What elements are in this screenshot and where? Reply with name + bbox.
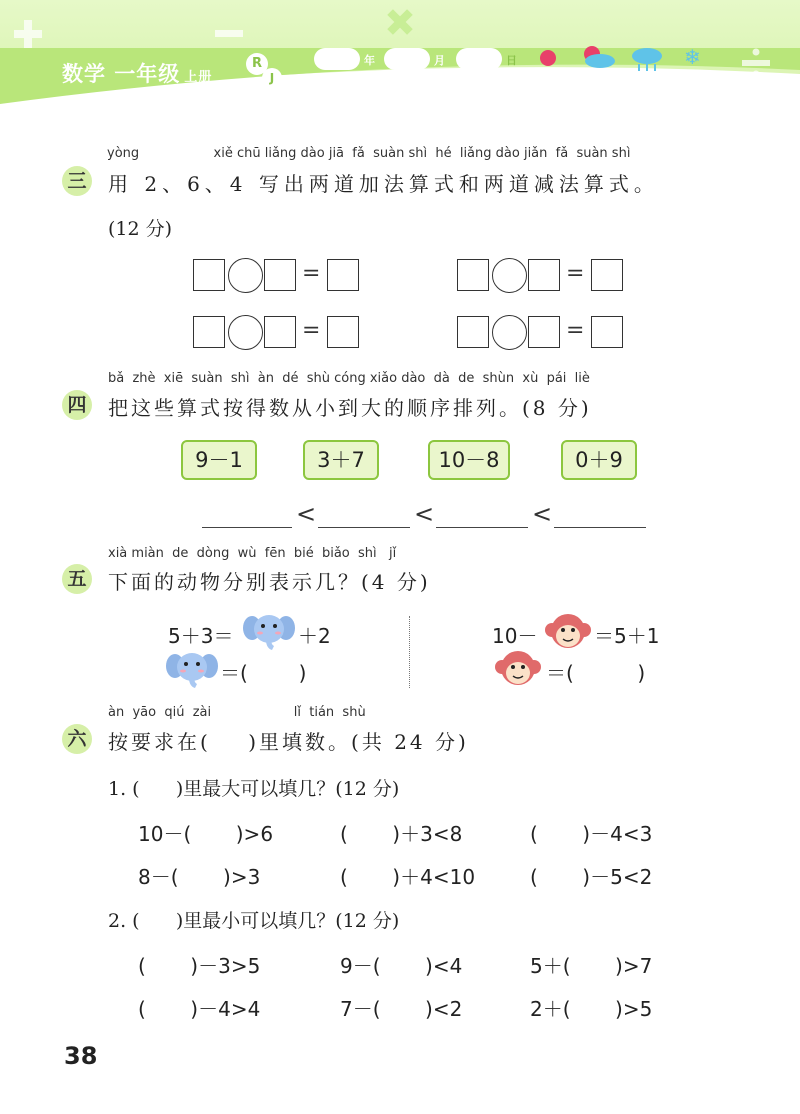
operator-circle[interactable]	[228, 315, 263, 350]
section4-question: 把这些算式按得数从小到大的顺序排列。(8 分)	[108, 396, 592, 420]
section5-number-badge: 五	[62, 564, 92, 594]
edition-badge-r: R	[246, 53, 268, 75]
answer-blank[interactable]	[318, 527, 410, 528]
month-field[interactable]	[384, 48, 430, 70]
section4-number-badge: 四	[62, 390, 92, 420]
answer-box[interactable]	[193, 259, 225, 291]
answer-box[interactable]	[193, 316, 225, 348]
fill-in-expression[interactable]: 9－( )<4	[340, 954, 463, 978]
section6-pinyin: àn yāo qiú zài lǐ tián shù	[108, 705, 366, 720]
fill-in-expression[interactable]: 10－( )>6	[138, 822, 274, 846]
answer-box[interactable]	[528, 316, 560, 348]
answer-box[interactable]	[327, 259, 359, 291]
page-header	[0, 0, 800, 112]
less-than-sign: <	[532, 500, 553, 528]
equals-sign: =	[566, 261, 585, 286]
fill-in-expression[interactable]: 5＋( )>7	[530, 954, 653, 978]
fill-in-expression[interactable]: ( )－4<3	[530, 822, 653, 846]
elephant-equation-right: ＋2	[298, 624, 331, 648]
fill-in-expression[interactable]: ( )－4>4	[138, 997, 261, 1021]
monkey-icon	[544, 610, 592, 654]
less-than-sign: <	[414, 500, 435, 528]
monkey-equation-left: 10－	[492, 624, 538, 648]
snowy-weather-icon[interactable]: ❄	[684, 45, 701, 69]
monkey-icon	[494, 647, 542, 691]
less-than-sign: <	[296, 500, 317, 528]
day-label: 日	[506, 54, 517, 67]
part1-title: 1. ( )里最大可以填几？(12 分)	[108, 778, 400, 800]
month-label: 月	[434, 54, 445, 67]
section5-question: 下面的动物分别表示几？(4 分)	[108, 570, 431, 594]
section6-question: 按要求在( )里填数。(共 24 分)	[108, 730, 469, 754]
expression-card: 9－1	[181, 440, 257, 480]
answer-blank[interactable]	[436, 527, 528, 528]
operator-circle[interactable]	[492, 315, 527, 350]
year-label: 年	[364, 54, 375, 67]
elephant-answer[interactable]: ＝( )	[220, 661, 307, 685]
part2-title: 2. ( )里最小可以填几？(12 分)	[108, 910, 400, 932]
section6-number-badge: 六	[62, 724, 92, 754]
answer-blank[interactable]	[202, 527, 292, 528]
fill-in-expression[interactable]: ( )＋4<10	[340, 865, 476, 889]
section3-number-badge: 三	[62, 166, 92, 196]
volume-label: 上册	[184, 70, 213, 85]
expression-card: 3＋7	[303, 440, 379, 480]
day-field[interactable]	[456, 48, 502, 70]
cloudy-weather-icon[interactable]	[582, 44, 616, 70]
answer-box[interactable]	[591, 259, 623, 291]
operator-circle[interactable]	[228, 258, 263, 293]
fill-in-expression[interactable]: 8－( )>3	[138, 865, 261, 889]
section5-pinyin: xià miàn de dòng wù fēn bié biǎo shì jǐ	[108, 546, 397, 561]
page-number: 38	[64, 1042, 98, 1070]
elephant-equation-left: 5＋3＝	[168, 624, 234, 648]
elephant-icon	[166, 648, 218, 690]
expression-card: 0＋9	[561, 440, 637, 480]
answer-blank[interactable]	[554, 527, 646, 528]
section3-pinyin: yòng xiě chū liǎng dào jiā fǎ suàn shì hé liǎng dào jiǎn fǎ suàn shì	[107, 146, 631, 161]
answer-box[interactable]	[264, 259, 296, 291]
answer-box[interactable]	[264, 316, 296, 348]
fill-in-expression[interactable]: 2＋( )>5	[530, 997, 653, 1021]
operator-circle[interactable]	[492, 258, 527, 293]
fill-in-expression[interactable]: ( )＋3<8	[340, 822, 463, 846]
answer-box[interactable]	[457, 259, 489, 291]
section3-question: 用 2、6、4 写出两道加法算式和两道减法算式。	[108, 172, 659, 196]
edition-badge-j: J	[262, 68, 282, 88]
answer-box[interactable]	[327, 316, 359, 348]
equals-sign: =	[302, 261, 321, 286]
divider	[409, 616, 410, 688]
fill-in-expression[interactable]: ( )－5<2	[530, 865, 653, 889]
rainy-weather-icon[interactable]	[630, 46, 664, 74]
answer-box[interactable]	[457, 316, 489, 348]
section3-score: (12 分)	[108, 218, 173, 240]
sunny-weather-icon[interactable]	[540, 50, 556, 66]
equals-sign: =	[566, 318, 585, 343]
section4-pinyin: bǎ zhè xiē suàn shì àn dé shù cóng xiǎo dào dà de shùn xù pái liè	[108, 371, 590, 386]
elephant-icon	[243, 610, 295, 652]
monkey-answer[interactable]: ＝( )	[546, 661, 646, 685]
equals-sign: =	[302, 318, 321, 343]
answer-box[interactable]	[591, 316, 623, 348]
fill-in-expression[interactable]: 7－( )<2	[340, 997, 463, 1021]
expression-card: 10－8	[428, 440, 510, 480]
monkey-equation-right: ＝5＋1	[594, 624, 660, 648]
header-title	[62, 58, 212, 88]
fill-in-expression[interactable]: ( )－3>5	[138, 954, 261, 978]
answer-box[interactable]	[528, 259, 560, 291]
subject-grade: 数学 一年级	[62, 62, 181, 86]
year-field[interactable]	[314, 48, 360, 70]
